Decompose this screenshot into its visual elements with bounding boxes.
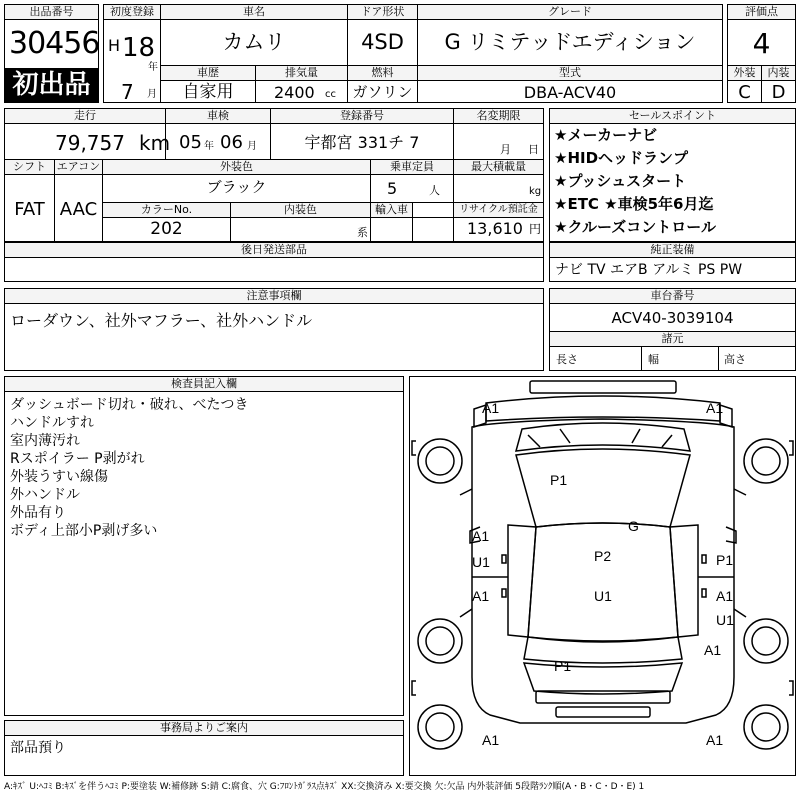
inspector-line-1: ダッシュボード切れ・破れ、べたつき — [10, 397, 249, 413]
era: H — [108, 36, 121, 55]
sales-point-5: ★クルーズコントロール — [554, 218, 716, 236]
recycle-label: リサイクル預託金 — [454, 203, 543, 217]
history: 自家用 — [182, 82, 234, 102]
dims-label: 諸元 — [550, 332, 795, 346]
recycle-fee: 13,610 — [467, 219, 523, 238]
mark-p1-trunk: P1 — [554, 658, 572, 674]
mark-a1-rear-left: A1 — [482, 732, 500, 748]
notes-label: 注意事項欄 — [5, 289, 543, 304]
grade-label: グレード — [418, 5, 722, 20]
lot-label: 出品番号 — [5, 5, 98, 20]
registration-label: 登録番号 — [271, 109, 453, 124]
model: DBA-ACV40 — [523, 83, 617, 102]
month-unit: 月 — [147, 89, 157, 100]
interior-color-unit: 系 — [357, 226, 368, 239]
score-label: 評価点 — [728, 5, 795, 20]
details-box — [4, 108, 544, 242]
mileage: 79,757 — [55, 131, 125, 155]
car-diagram — [409, 376, 796, 776]
lot-box — [4, 4, 99, 103]
length-label: 長さ — [556, 353, 578, 366]
office-value: 部品預り — [10, 740, 66, 756]
sales-point-4: ★ETC ★車検5年6月迄 — [554, 195, 714, 213]
color: ブラック — [206, 178, 267, 196]
mark-a1-right-quarter: A1 — [704, 642, 722, 658]
chassis-label: 車台番号 — [550, 289, 795, 304]
door-label: ドア形状 — [348, 5, 417, 20]
inspector-line-7: 外品有り — [10, 505, 66, 521]
office-label: 事務局よりご案内 — [5, 721, 403, 736]
chassis-box — [549, 288, 796, 371]
int-score: D — [771, 82, 786, 103]
notes-box — [4, 288, 544, 371]
car-outline-diagram — [410, 377, 795, 775]
mark-a1-right-rear: A1 — [716, 588, 734, 604]
inspector-box — [4, 376, 404, 716]
import-label: 輸入車 — [371, 203, 412, 217]
color-label: 外装色 — [103, 160, 370, 174]
aircon-label: エアコン — [56, 160, 101, 173]
inspection-month-unit: 月 — [247, 141, 257, 152]
sales-point-2: ★HIDヘッドランプ — [554, 149, 689, 167]
inspector-line-5: 外装うすい線傷 — [10, 469, 108, 485]
color-code-label: カラーNo. — [103, 203, 230, 217]
fuel: ガソリン — [352, 83, 413, 101]
inspector-line-2: ハンドルすれ — [10, 415, 94, 431]
mark-p1-hood: P1 — [550, 472, 568, 488]
inspection-label: 車検 — [166, 109, 270, 124]
mileage-label: 走行 — [5, 109, 165, 124]
vehicle-header — [103, 4, 723, 103]
ext-label: 外装 — [728, 66, 761, 80]
sales-point-3: ★プッシュスタート — [554, 172, 687, 190]
equipment-value: ナビ TV エアB アルミ PS PW — [555, 262, 743, 278]
inspector-line-4: Rスポイラー P剥がれ — [10, 451, 145, 467]
displacement-label: 排気量 — [256, 66, 347, 80]
mark-g-windshield: G — [628, 518, 639, 534]
inspector-label: 検査員記入欄 — [5, 377, 403, 392]
mark-p2-roof: P2 — [594, 548, 612, 564]
later-parts-label: 後日発送部品 — [5, 243, 543, 258]
name-change-day-unit: 日 — [528, 143, 539, 156]
height-label: 高さ — [724, 353, 746, 366]
model-label: 型式 — [418, 66, 722, 80]
inspector-line-8: ボディ上部小P剥げ多い — [10, 523, 158, 539]
max-load-label: 最大積載量 — [454, 160, 543, 174]
inspector-line-6: 外ハンドル — [10, 487, 80, 503]
max-load-unit: kg — [529, 186, 542, 197]
notes-value: ローダウン、社外マフラー、社外ハンドル — [10, 311, 313, 330]
interior-color-label: 内装色 — [231, 203, 370, 217]
name-change-month-unit: 月 — [500, 143, 511, 156]
reg-year: 18 — [122, 33, 156, 63]
sales-points-label: セールスポイント — [550, 109, 795, 124]
name-change-label: 名変期限 — [454, 109, 543, 124]
mileage-unit: km — [139, 131, 171, 155]
score-box — [727, 4, 796, 103]
mark-a1-front-right: A1 — [706, 400, 724, 416]
equipment-box — [549, 242, 796, 282]
shift-label: シフト — [5, 160, 54, 174]
car-name: カムリ — [222, 30, 286, 54]
recycle-unit: 円 — [529, 222, 542, 236]
capacity: 5 — [387, 179, 398, 198]
registration-number: 宇都宮 331チ 7 — [304, 133, 420, 152]
sales-points-box — [549, 108, 796, 242]
first-listing-badge: 初出品 — [5, 68, 98, 102]
mark-a1-left-rear: A1 — [472, 588, 490, 604]
reg-month: 7 — [121, 80, 134, 104]
car-name-label: 車名 — [161, 5, 347, 20]
inspection-year-unit: 年 — [204, 141, 214, 152]
color-code: 202 — [150, 219, 183, 239]
history-label: 車歴 — [161, 66, 255, 80]
capacity-unit: 人 — [429, 184, 440, 197]
mark-u1-roof: U1 — [594, 588, 612, 604]
first-reg-label: 初度登録 — [104, 5, 160, 20]
score-value: 4 — [752, 27, 771, 60]
ext-score: C — [738, 82, 751, 103]
sales-point-1: ★メーカーナビ — [554, 126, 658, 144]
office-box — [4, 720, 404, 776]
mark-a1-front-left: A1 — [482, 400, 500, 416]
chassis-number: ACV40-3039104 — [611, 309, 734, 327]
capacity-label: 乗車定員 — [371, 160, 453, 174]
fuel-label: 燃料 — [348, 66, 417, 80]
displacement: 2400 — [274, 83, 315, 102]
grade: G リミテッドエディション — [444, 30, 696, 54]
mark-a1-left-door: A1 — [472, 528, 490, 544]
inspector-line-3: 室内薄汚れ — [10, 433, 80, 449]
door-type: 4SD — [361, 30, 404, 54]
inspection-month: 06 — [220, 132, 243, 153]
mark-p1-right-door: P1 — [716, 552, 734, 568]
later-parts-box — [4, 242, 544, 282]
int-label: 内装 — [762, 66, 795, 80]
inspection-year: 05 — [179, 132, 202, 153]
mark-u1-right-rear: U1 — [716, 612, 734, 628]
lot-number: 30456 — [9, 26, 100, 61]
year-unit: 年 — [148, 62, 158, 73]
shift: FAT — [14, 199, 45, 220]
displacement-unit: cc — [325, 89, 336, 100]
width-label: 幅 — [648, 353, 659, 366]
damage-legend: A:ｷｽﾞ U:ﾍｺﾐ B:ｷｽﾞを伴うﾍｺﾐ P:要塗装 W:補修跡 S:錆 C:腐食、穴 G:ﾌﾛﾝﾄｶﾞﾗｽ点ｷｽﾞ XX:交換済み X:要交換 欠:欠品 内外装評価 5段階ﾗﾝｸ順(A・B・C・D・E) 1 — [4, 782, 645, 792]
mark-u1-left-door: U1 — [472, 554, 490, 570]
aircon: AAC — [59, 199, 98, 220]
equipment-label: 純正装備 — [550, 243, 795, 258]
mark-a1-rear-right: A1 — [706, 732, 724, 748]
